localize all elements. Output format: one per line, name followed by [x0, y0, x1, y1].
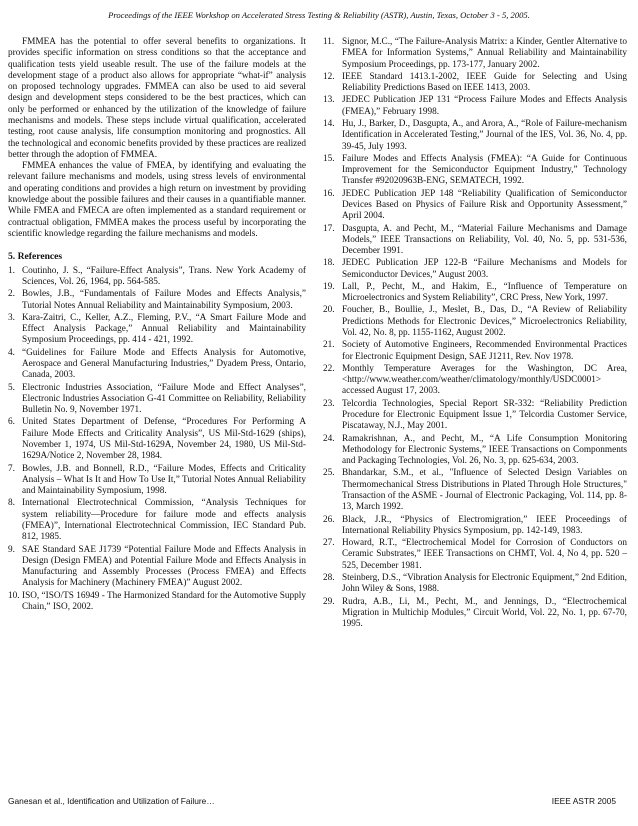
- reference-list-left: [8, 266, 306, 613]
- reference-text: JEDEC Publication JEP 148 “Reliability Qualification of Semiconductor Devices Based on Physics of Failure Risk and Opportunity Assessment,” April 2004.: [342, 188, 627, 222]
- reference-text: Telcordia Technologies, Special Report SR-332: “Reliability Prediction Procedure for Electronic Equipment Issue 1,” Telcordia Customer Service, Piscataway, N.J., May 2001.: [342, 398, 627, 432]
- reference-text: “Guidelines for Failure Mode and Effects Analysis for Automotive, Aerospace and General Manufacturing Industries,” Dyadem Press, Ontario, Canada, 2003.: [22, 347, 306, 381]
- reference-item: [8, 266, 306, 289]
- reference-item: [8, 498, 306, 543]
- reference-number: 12.: [323, 71, 335, 82]
- reference-text: Society of Automotive Engineers, Recommended Environmental Practices for Electronic Equipment Design, SAE J1211, Rev. Nov 1978.: [342, 340, 627, 362]
- reference-number: 25.: [323, 468, 335, 479]
- reference-number: 29.: [323, 596, 335, 607]
- footer-running-title: Ganesan et al., Identification and Utilization of Failure…: [8, 796, 215, 806]
- reference-item: [8, 417, 306, 462]
- reference-item: [323, 72, 627, 95]
- reference-item: [323, 95, 627, 118]
- reference-item: [8, 289, 306, 312]
- reference-number: 8.: [8, 498, 15, 509]
- reference-item: [8, 464, 306, 498]
- reference-item: [323, 37, 627, 71]
- reference-number: 9.: [8, 544, 15, 555]
- reference-text: ISO, “ISO/TS 16949 - The Harmonized Standard for the Automotive Supply Chain,” ISO, 2002.: [22, 590, 306, 612]
- reference-item: [323, 305, 627, 339]
- reference-number: 22.: [323, 363, 335, 374]
- reference-number: 18.: [323, 258, 335, 269]
- reference-item: [323, 340, 627, 363]
- reference-text: Steinberg, D.S., “Vibration Analysis for Electronic Equipment,” 2nd Edition, John Wiley & Sons, 1988.: [342, 572, 627, 595]
- reference-number: 10.: [8, 590, 20, 601]
- reference-text: Bhandarkar, S.M., et al., "Influence of Selected Design Variables on Thermomechanical Stress Distributions in Plated Through Hole Structures," Transaction of the ASME - Journal of Electronic Packaging, Vol. 114, pp. 8-13, March 1992.: [342, 468, 627, 513]
- proceedings-header: Proceedings of the IEEE Workshop on Accelerated Stress Testing & Reliability (ASTR), Austin, Texas, October 3 - 5, 2005.: [108, 10, 530, 20]
- reference-text: Monthly Temperature Averages for the Washington, DC Area, <http://www.weather.com/weather/climatology/monthly/USDC0001> accessed August 17, 2003.: [342, 363, 627, 397]
- reference-number: 3.: [8, 312, 15, 323]
- reference-item: [8, 591, 306, 614]
- reference-list-right: [323, 37, 627, 630]
- reference-text: Dasgupta, A. and Pecht, M., “Material Failure Mechanisms and Damage Models,” IEEE Transactions on Reliability, Vol. 40, No. 5, pp. 531-536, December 1991.: [342, 223, 627, 257]
- reference-text: Bowles, J.B., “Fundamentals of Failure Modes and Effects Analysis,” Tutorial Notes Annual Reliability and Maintainability Symposium, 2003.: [22, 289, 306, 311]
- reference-item: [8, 348, 306, 382]
- reference-number: 1.: [8, 265, 15, 276]
- reference-text: JEDEC Publication JEP 122-B “Failure Mechanisms and Models for Semiconductor Devices,” August 2003.: [342, 258, 627, 280]
- reference-text: Foucher, B., Boullie, J., Meslet, B., Das, D., “A Review of Reliability Predictions Methods for Electronic Devices,” Microelectronics Reliability, Vol. 42, No. 8, pp. 1155-1162, August 2002.: [342, 305, 627, 339]
- reference-item: [323, 573, 627, 596]
- reference-item: [323, 434, 627, 468]
- reference-text: Lall, P., Pecht, M., and Hakim, E., “Influence of Temperature on Microelectronics and System Reliability”, CRC Press, New York, 1997.: [342, 281, 627, 304]
- reference-number: 27.: [323, 538, 335, 549]
- reference-item: [323, 154, 627, 188]
- reference-number: 23.: [323, 398, 335, 409]
- reference-item: [323, 282, 627, 305]
- reference-text: United States Department of Defense, “Procedures For Performing A Failure Mode Effects and Criticality Analysis”, US Mil-Std-1629 (ships), November 1, 1974, US Mil-Std-1629A, November 24, 1980, US Mil-Std-1629A/Notice 2, November 28, 1984.: [22, 417, 306, 462]
- footer-venue: IEEE ASTR 2005: [551, 796, 616, 806]
- reference-number: 17.: [323, 223, 335, 234]
- reference-text: Rudra, A.B., Li, M., Pecht, M., and Jennings, D., “Electrochemical Migration in Multichip Modules,” Circuit World, Vol. 22, No. 1, pp. 67-70, 1995.: [342, 596, 627, 630]
- right-column: [323, 37, 627, 631]
- reference-item: [323, 119, 627, 153]
- reference-item: [323, 468, 627, 513]
- reference-item: [323, 538, 627, 572]
- reference-text: Ramakrishnan, A., and Pecht, M., “A Life Consumption Monitoring Methodology for Electronic Systems,” IEEE Transactions on Componments and Packaging Technologies, Vol. 26, No. 3, pp. 625-634, 2003.: [342, 433, 627, 467]
- left-column: [8, 37, 306, 614]
- reference-text: International Electrotechnical Commission, “Analysis Techniques for system reliability—Procedure for failure mode and effects analysis (FMEA)”, International Electrotechnical Commission, IEC Standard Pub. 812, 1985.: [22, 498, 306, 543]
- reference-item: [323, 364, 627, 398]
- reference-item: [8, 545, 306, 590]
- reference-text: Coutinho, J. S., “Failure-Effect Analysis”, Trans. New York Academy of Sciences, Vol. 26, 1964, pp. 564-585.: [22, 265, 306, 288]
- reference-text: Kara-Zaitri, C., Keller, A.Z., Fleming, P.V., “A Smart Failure Mode and Effect Analysis Package,” Annual Reliability and Maintainability Symposium Proceedings, pp. 414 - 421, 1992.: [22, 312, 306, 346]
- references-heading: 5. References: [8, 251, 63, 263]
- body-paragraph-1: FMMEA has the potential to offer several benefits to organizations. It provides specific information on stress conditions so that the acceptance and qualification tests yield useable result. The use of the failure models at the development stage of a product also allows for appropriate “what-if” analysis on proposed technology upgrades. FMMEA can also be used to aid several design and development steps considered to be the best practices, which can only be performed or enhanced by the utilization of the knowledge of failure mechanisms and models. These steps include virtual qualification, accelerated testing, root cause analysis, life consumption monitoring and prognostics. All the technological and economic benefits provided by these practices are realized better through the adoption of FMMEA.: [8, 37, 306, 160]
- reference-number: 7.: [8, 463, 15, 474]
- reference-item: [323, 597, 627, 631]
- reference-number: 16.: [323, 188, 335, 199]
- reference-number: 26.: [323, 514, 335, 525]
- reference-text: Howard, R.T., “Electrochemical Model for Corrosion of Conductors on Ceramic Substrates,” IEEE Transactions on CHMT, Vol. 4, No 4, pp. 520 – 525, December 1981.: [342, 538, 627, 571]
- reference-text: JEDEC Publication JEP 131 “Process Failure Modes and Effects Analysis (FMEA),” February 1998.: [342, 95, 627, 117]
- reference-item: [323, 258, 627, 281]
- reference-item: [323, 224, 627, 258]
- reference-number: 28.: [323, 572, 335, 583]
- reference-item: [323, 515, 627, 538]
- body-paragraph-2: FMMEA enhances the value of FMEA, by identifying and evaluating the relevant failure mechanisms and models, using stress levels of environmental and operating conditions and provides a high return on investment by providing knowledge about the possible failures and their causes in a quantifiable manner. While FMEA and FMECA are often implemented as a standard requirement or contractual obligation, FMMEA makes the process useful by incorporating the scientific knowledge regarding the failure mechanisms and models.: [8, 161, 306, 239]
- reference-number: 6.: [8, 417, 15, 428]
- reference-text: Bowles, J.B. and Bonnell, R.D., “Failure Modes, Effects and Criticality Analysis – What Is It and How To Use It,” Tutorial Notes Annual Reliability and Maintainability Symposium, 1998.: [22, 463, 306, 497]
- reference-item: [8, 383, 306, 417]
- reference-item: [323, 399, 627, 433]
- reference-number: 24.: [323, 433, 335, 444]
- reference-number: 4.: [8, 347, 15, 358]
- reference-text: Signor, M.C., “The Failure-Analysis Matrix: a Kinder, Gentler Alternative to FMEA for Information Systems,” Annual Reliability and Maintainability Symposium Proceedings, pp. 173-177, January 2002.: [342, 37, 627, 70]
- reference-text: Failure Modes and Effects Analysis (FMEA): “A Guide for Continuous Improvement for the Semiconductor Equipment Industry,” Technology Transfer #92020963B-ENG, SEMATECH, 1992.: [342, 153, 627, 187]
- reference-number: 21.: [323, 340, 335, 351]
- reference-text: Black, J.R., “Physics of Electromigration,” IEEE Proceedings of International Reliability Physics Symposium, pp. 142-149, 1983.: [342, 514, 627, 536]
- reference-number: 15.: [323, 153, 335, 164]
- reference-number: 19.: [323, 281, 335, 292]
- reference-text: IEEE Standard 1413.1-2002, IEEE Guide for Selecting and Using Reliability Predictions Based on IEEE 1413, 2003.: [342, 71, 627, 94]
- reference-number: 5.: [8, 382, 15, 393]
- reference-text: Electronic Industries Association, “Failure Mode and Effect Analyses”, Electronic Industries Association G-41 Committee on Reliability, Reliability Bulletin No. 9, November 1971.: [22, 382, 306, 416]
- reference-number: 13.: [323, 95, 335, 106]
- reference-number: 20.: [323, 305, 335, 316]
- reference-text: Hu, J., Barker, D., Dasgupta, A., and Arora, A., “Role of Failure-mechanism Identification in Accelerated Testing,” Journal of the IES, Vol. 36, No. 4, pp. 39-45, July 1993.: [342, 118, 627, 152]
- reference-number: 2.: [8, 289, 15, 300]
- reference-item: [323, 189, 627, 223]
- reference-text: SAE Standard SAE J1739 “Potential Failure Mode and Effects Analysis in Design (Design FMEA) and Potential Failure Mode and Effects Analysis in Manufacturing and Assembly Processes (Process FMEA) and Effects Analysis for Machinery (Machinery FMEA)” August 2002.: [22, 544, 306, 589]
- reference-number: 11.: [323, 37, 335, 47]
- reference-number: 14.: [323, 118, 335, 129]
- reference-item: [8, 313, 306, 347]
